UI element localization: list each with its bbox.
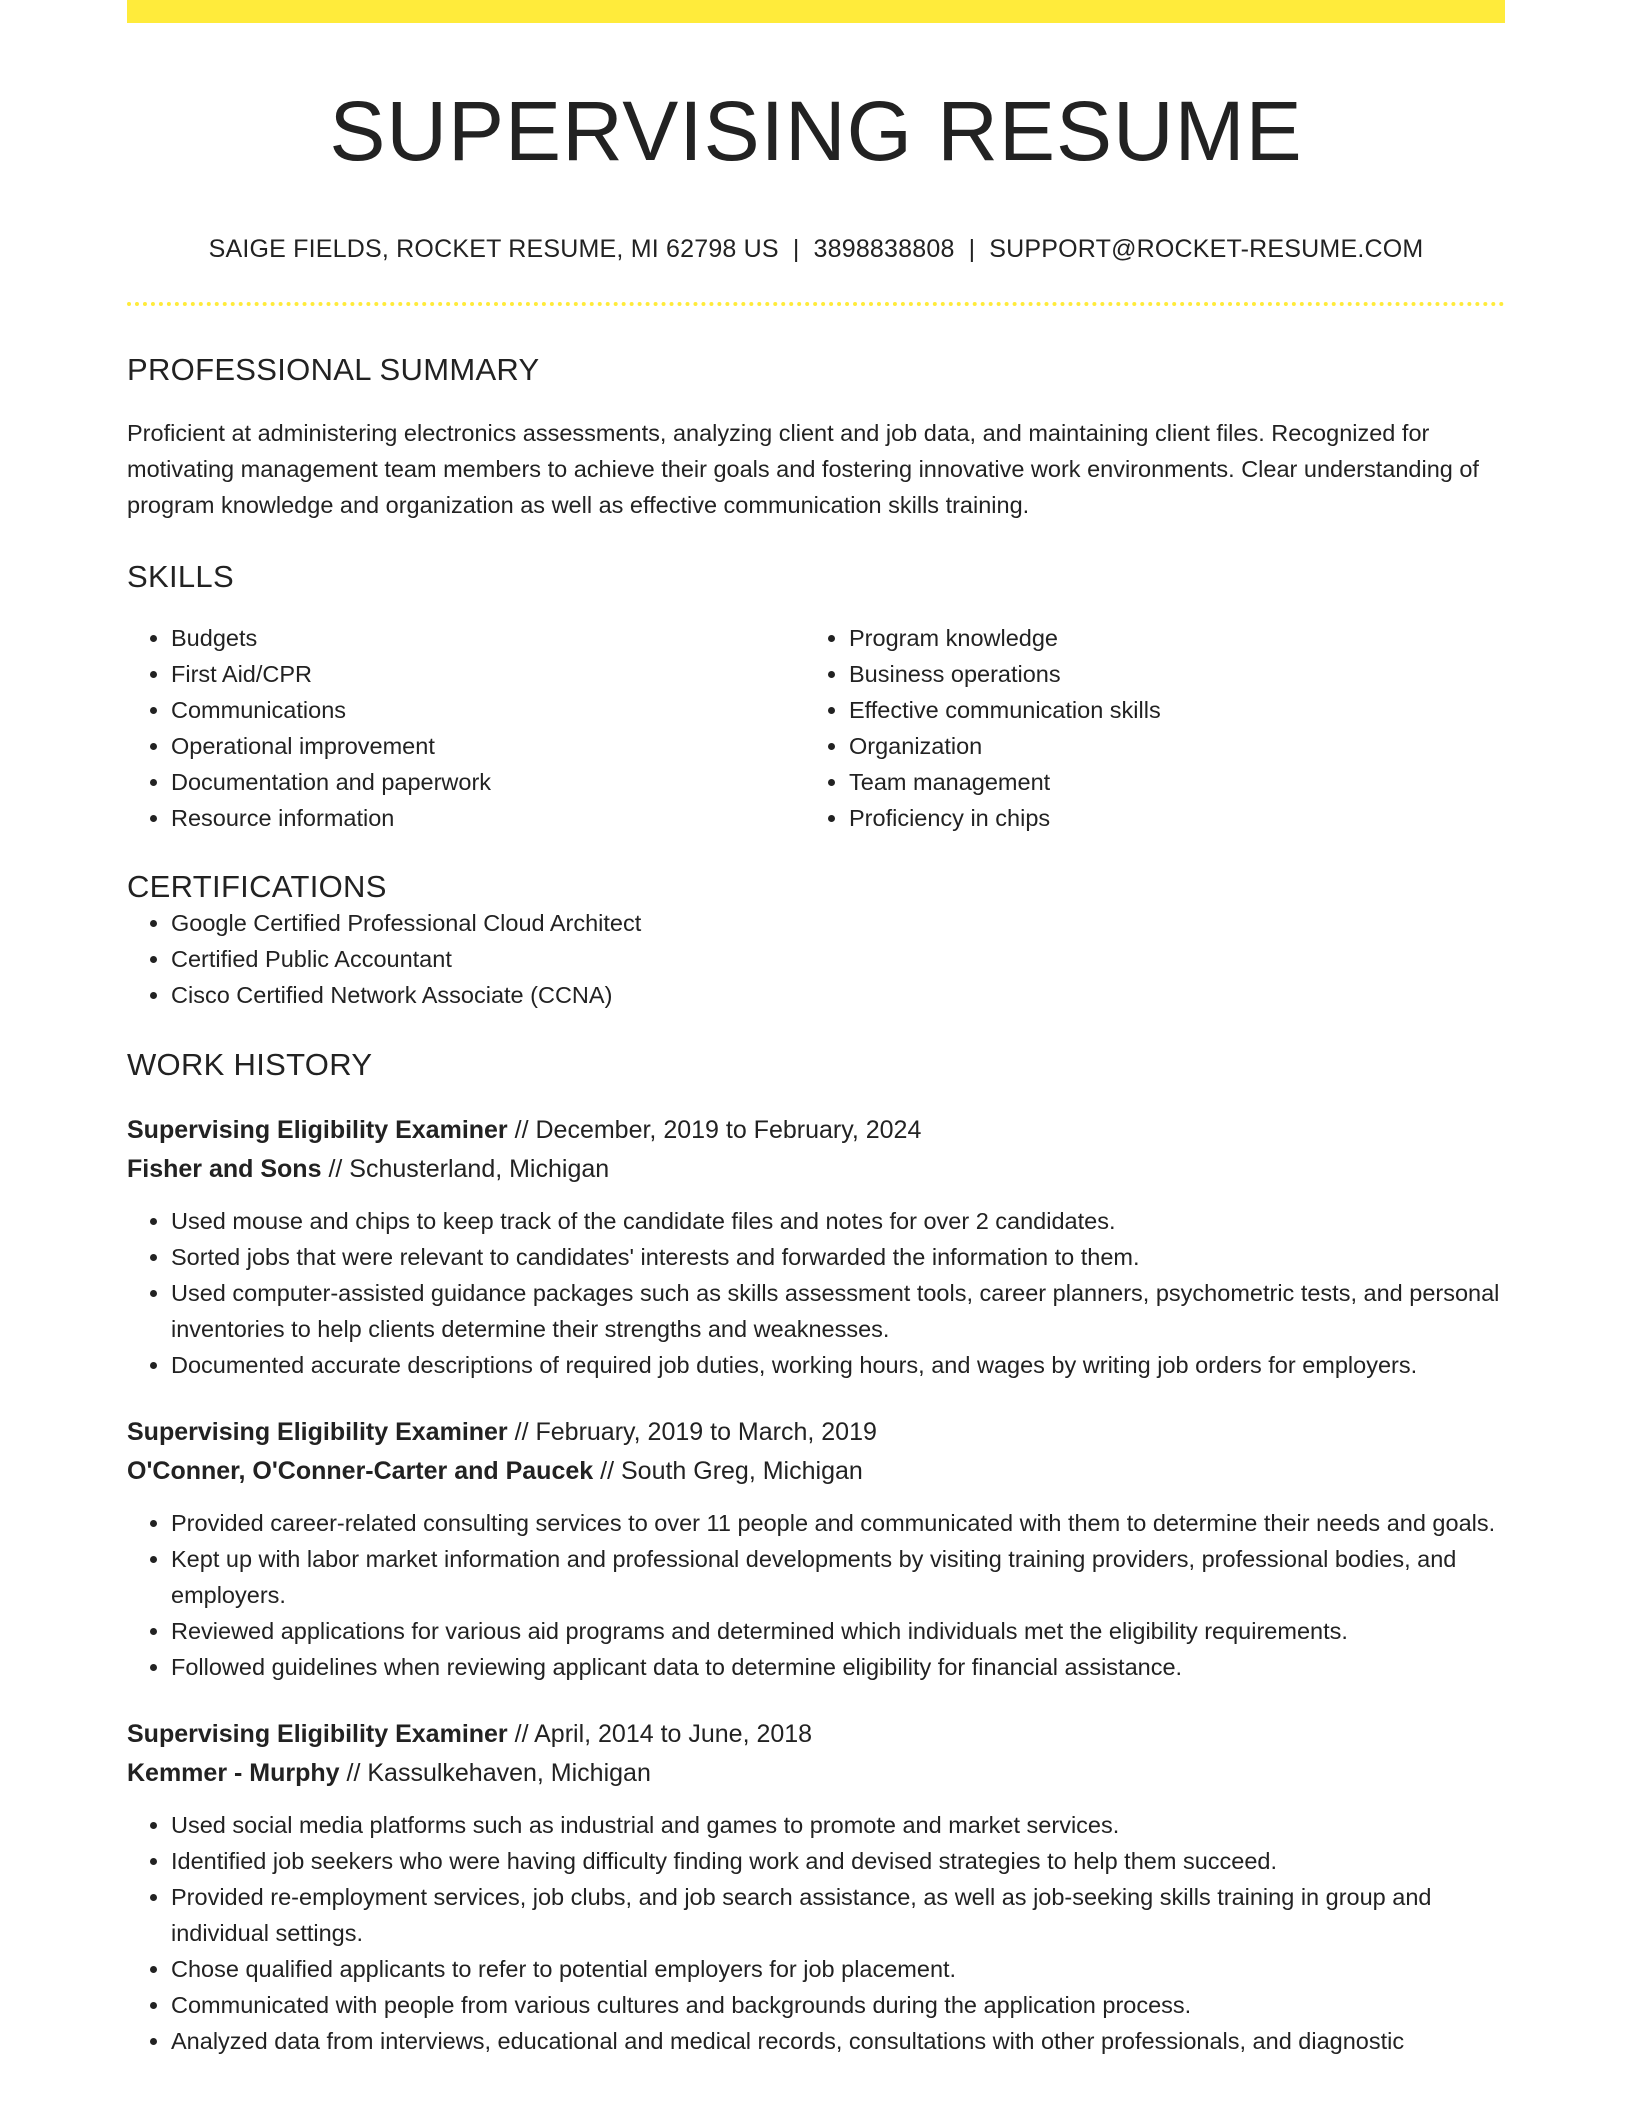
- skill-item: • Operational improvement: [171, 728, 805, 764]
- contact-line: [127, 235, 1505, 264]
- contact-separator: |: [792, 235, 800, 264]
- job-duty: • Chose qualified applicants to refer to potential employers for job placement.: [171, 1951, 1505, 1987]
- skill-item: • Communications: [171, 692, 805, 728]
- contact-separator: |: [968, 235, 976, 264]
- job-duty: • Used computer-assisted guidance packages such as skills assessment tools, career planners, psychometric tests, and personal inventories to help clients determine their strengths and weaknesses.: [171, 1275, 1505, 1347]
- resume-page: [127, 0, 1505, 2059]
- job-duty: • Provided career-related consulting services to over 11 people and communicated with them to determine their needs and goals.: [171, 1505, 1505, 1541]
- summary-text: Proficient at administering electronics assessments, analyzing client and job data, and maintaining client files. Recognized for motivating management team members to achieve their goals and fostering innovative work environments. Clear understanding of program knowledge and organization as well as effective communication skills training.: [127, 420, 1479, 519]
- job-location: Schusterland, Michigan: [349, 1155, 610, 1184]
- job-entry: [127, 1413, 1505, 1685]
- job-separator: //: [328, 1155, 343, 1184]
- job-duty: • Analyzed data from interviews, educational and medical records, consultations with other professionals, and diagnostic: [171, 2023, 1505, 2059]
- job-duty: • Kept up with labor market information and professional developments by visiting training providers, professional bodies, and employers.: [171, 1541, 1505, 1613]
- job-duty: • Communicated with people from various cultures and backgrounds during the application process.: [171, 1987, 1505, 2023]
- job-location: Kassulkehaven, Michigan: [367, 1759, 651, 1788]
- skills-list-left: [127, 620, 805, 836]
- job-title-line: [127, 1111, 1505, 1150]
- work-history-heading: WORK HISTORY: [127, 1047, 373, 1083]
- contact-address: SAIGE FIELDS, ROCKET RESUME, MI 62798 US: [208, 235, 779, 264]
- job-duty: • Identified job seekers who were having difficulty finding work and devised strategies to help them succeed.: [171, 1843, 1505, 1879]
- skill-item: • Team management: [849, 764, 1505, 800]
- job-entry: [127, 1715, 1505, 2059]
- job-dates: February, 2019 to March, 2019: [535, 1418, 877, 1447]
- job-company-line: [127, 1754, 1505, 1793]
- skills-grid: [127, 620, 1505, 836]
- job-company-line: [127, 1150, 1505, 1189]
- job-duties-list: [127, 1505, 1505, 1685]
- skill-item: • Effective communication skills: [849, 692, 1505, 728]
- skill-item: • Documentation and paperwork: [171, 764, 805, 800]
- certifications-list: [127, 905, 1505, 1013]
- job-separator: //: [514, 1116, 529, 1145]
- job-separator: //: [600, 1457, 615, 1486]
- skills-heading: SKILLS: [127, 559, 234, 595]
- skills-list-right: [805, 620, 1505, 836]
- certifications-heading: CERTIFICATIONS: [127, 869, 387, 905]
- job-duty: • Used social media platforms such as industrial and games to promote and market services.: [171, 1807, 1505, 1843]
- skill-item: • Budgets: [171, 620, 805, 656]
- certification-item: • Cisco Certified Network Associate (CCNA): [171, 977, 1505, 1013]
- certification-item: • Certified Public Accountant: [171, 941, 1505, 977]
- certification-item: • Google Certified Professional Cloud Architect: [171, 905, 1505, 941]
- job-duties-list: [127, 1203, 1505, 1383]
- job-separator: //: [514, 1418, 529, 1447]
- job-separator: //: [346, 1759, 361, 1788]
- job-title-line: [127, 1715, 1505, 1754]
- job-title-line: [127, 1413, 1505, 1452]
- job-title: Supervising Eligibility Examiner: [127, 1418, 508, 1447]
- job-duty: • Sorted jobs that were relevant to candidates' interests and forwarded the information to them.: [171, 1239, 1505, 1275]
- skill-item: • Business operations: [849, 656, 1505, 692]
- job-duty: • Followed guidelines when reviewing applicant data to determine eligibility for financial assistance.: [171, 1649, 1505, 1685]
- job-company-line: [127, 1452, 1505, 1491]
- job-duty: • Reviewed applications for various aid programs and determined which individuals met the eligibility requirements.: [171, 1613, 1505, 1649]
- job-separator: //: [514, 1720, 529, 1749]
- skill-item: • Proficiency in chips: [849, 800, 1505, 836]
- job-duty: • Used mouse and chips to keep track of the candidate files and notes for over 2 candidates.: [171, 1203, 1505, 1239]
- job-dates: April, 2014 to June, 2018: [534, 1720, 813, 1749]
- skill-item: • First Aid/CPR: [171, 656, 805, 692]
- job-duty: • Provided re-employment services, job clubs, and job search assistance, as well as job-seeking skills training in group and individual settings.: [171, 1879, 1505, 1951]
- accent-top-bar: [127, 0, 1505, 23]
- job-title: Supervising Eligibility Examiner: [127, 1116, 508, 1145]
- resume-title: SUPERVISING RESUME: [329, 84, 1303, 178]
- job-company: Fisher and Sons: [127, 1155, 322, 1184]
- job-company: Kemmer - Murphy: [127, 1759, 340, 1788]
- job-duty: • Documented accurate descriptions of required job duties, working hours, and wages by writing job orders for employers.: [171, 1347, 1505, 1383]
- dotted-divider: [127, 302, 1505, 306]
- job-location: South Greg, Michigan: [620, 1457, 863, 1486]
- job-entry: [127, 1111, 1505, 1383]
- job-title: Supervising Eligibility Examiner: [127, 1720, 508, 1749]
- job-dates: December, 2019 to February, 2024: [535, 1116, 922, 1145]
- skill-item: • Program knowledge: [849, 620, 1505, 656]
- skill-item: • Organization: [849, 728, 1505, 764]
- skill-item: • Resource information: [171, 800, 805, 836]
- contact-email: SUPPORT@ROCKET-RESUME.COM: [989, 235, 1424, 264]
- contact-phone: 3898838808: [813, 235, 955, 264]
- job-company: O'Conner, O'Conner-Carter and Paucek: [127, 1457, 594, 1486]
- job-duties-list: [127, 1807, 1505, 2059]
- summary-heading: PROFESSIONAL SUMMARY: [127, 352, 540, 388]
